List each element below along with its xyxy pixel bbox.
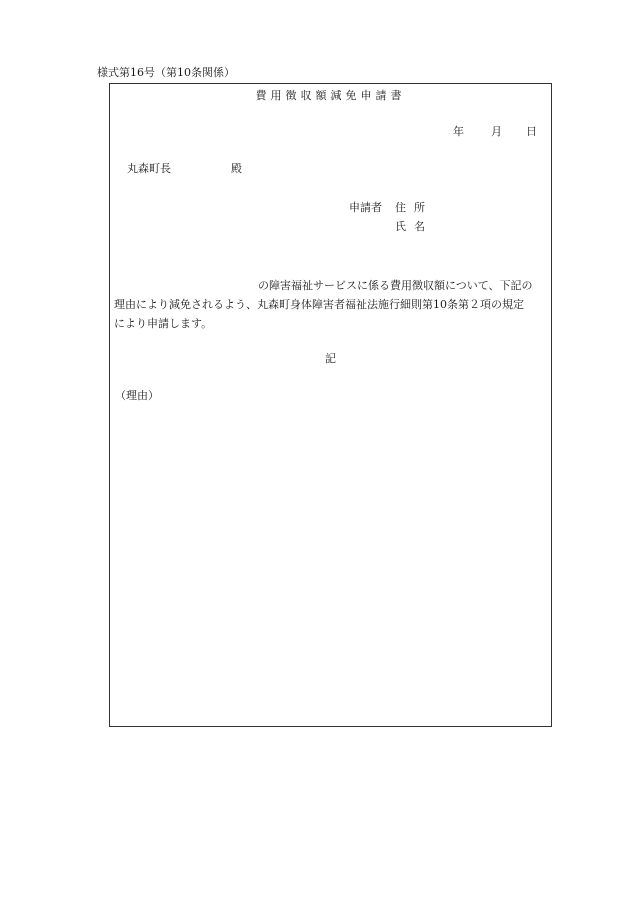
addressee-name: 丸森町長 (127, 162, 171, 175)
reason-label: （理由） (115, 389, 159, 402)
date-year-label: 年 (453, 125, 464, 138)
applicant-label: 申請者 (349, 201, 382, 214)
applicant-address-label: 住所 (395, 201, 433, 214)
application-form-frame (109, 83, 552, 727)
date-row (453, 125, 538, 139)
ki-heading: 記 (325, 352, 336, 365)
body-line-2: 理由により減免されるよう、丸森町身体障害者福祉法施行細則第10条第２項の規定 (114, 298, 524, 311)
application-body (114, 276, 549, 333)
form-title: 費用徴収額減免申請書 (255, 89, 406, 102)
applicant-name-label: 氏名 (395, 220, 433, 233)
addressee (127, 162, 327, 176)
date-month-label: 月 (491, 125, 502, 138)
applicant-block (349, 201, 469, 241)
form-number-label: 様式第16号（第10条関係） (97, 66, 235, 79)
date-day-label: 日 (526, 125, 537, 138)
addressee-honorific: 殿 (231, 162, 242, 175)
body-line-3: により申請します。 (114, 317, 213, 330)
body-line-1: の障害福祉サービスに係る費用徴収額について、下記の (258, 279, 533, 292)
